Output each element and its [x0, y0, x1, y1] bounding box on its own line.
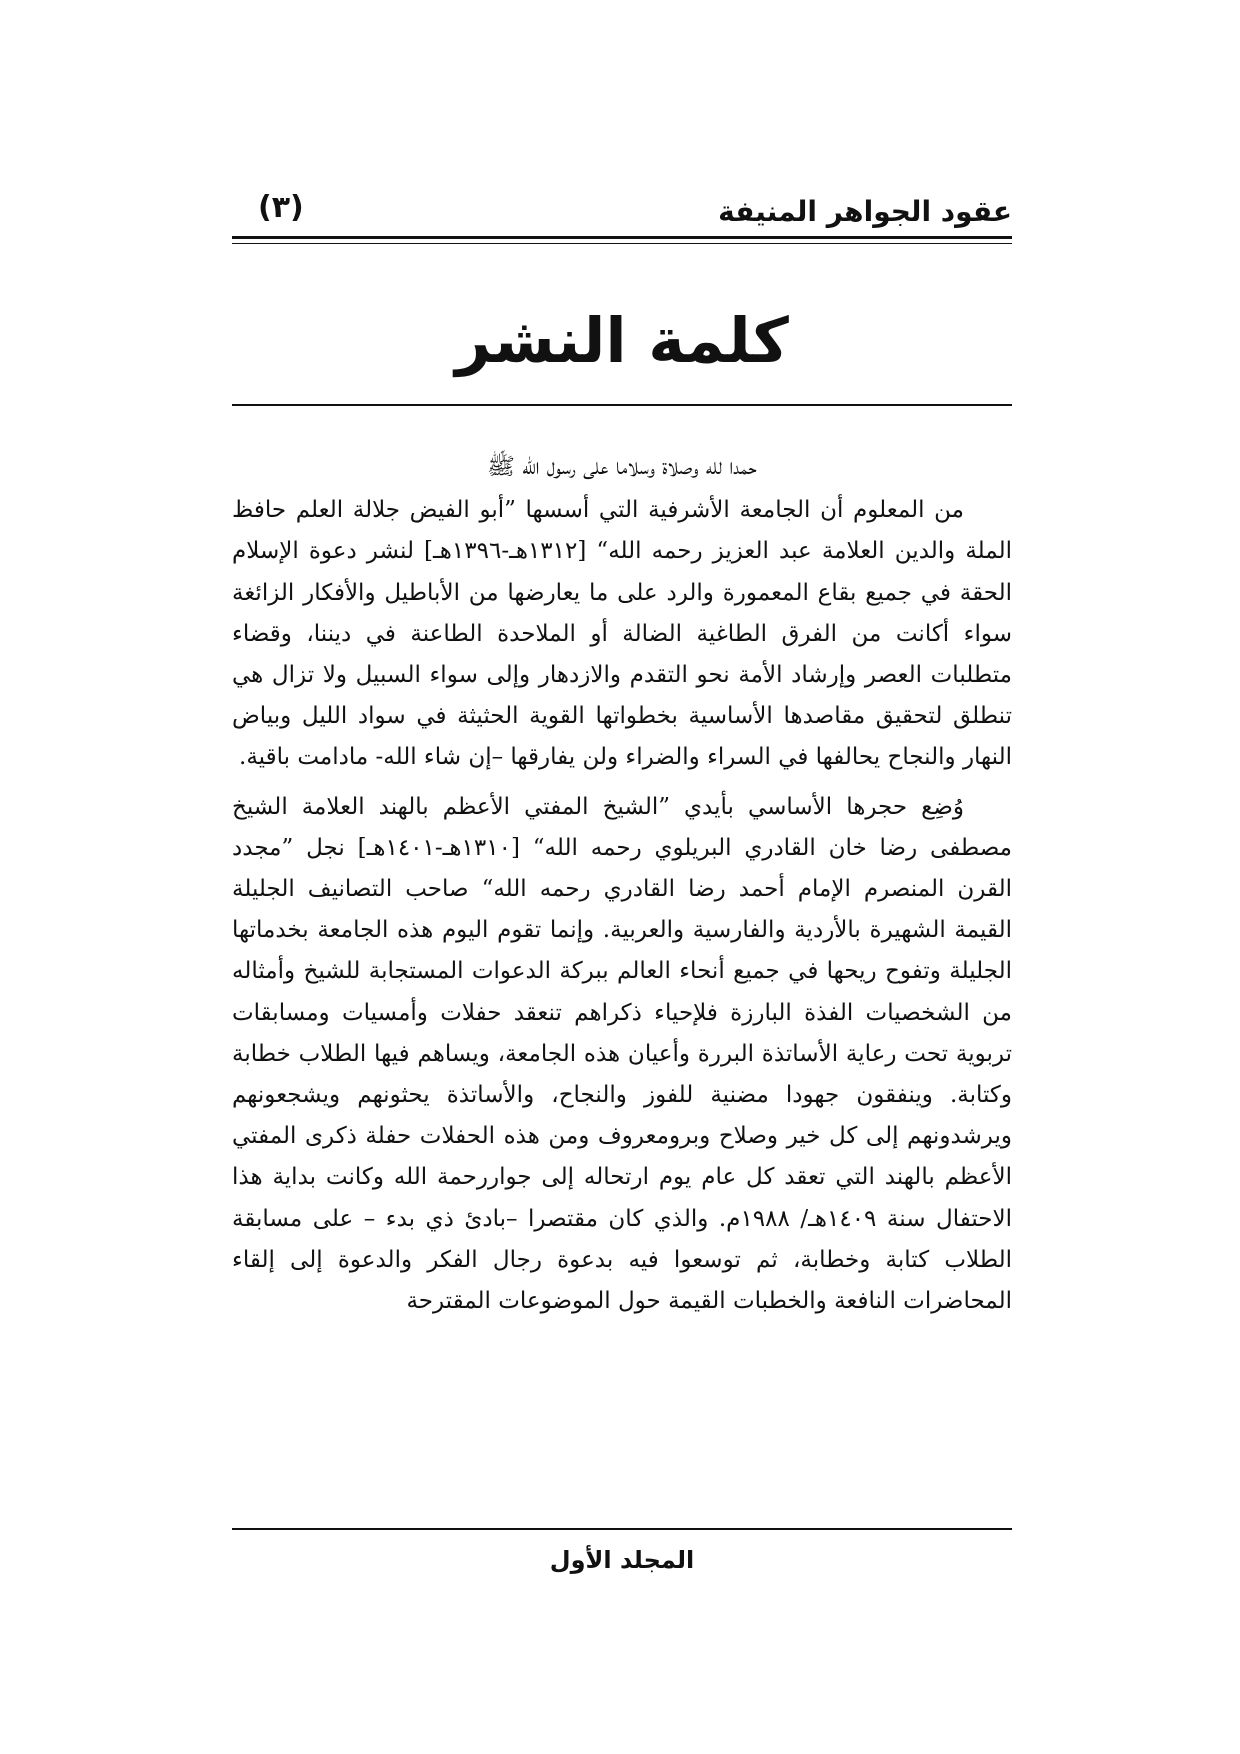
running-header — [232, 188, 1012, 238]
title-rule — [232, 404, 1012, 406]
body-text — [232, 447, 1012, 1322]
volume-label: المجلد الأول — [549, 1546, 695, 1574]
opening-line: حمدا لله وصلاة وسلاما على رسول الله ﷺ — [487, 454, 757, 480]
book-title: عقود الجواهر المنيفة — [718, 195, 1012, 228]
header-rule-thin — [232, 243, 1012, 244]
section-title: كلمة النشر — [455, 304, 789, 377]
page-number: (٣) — [258, 190, 304, 225]
footer-rule — [232, 1528, 1012, 1530]
header-rule — [232, 236, 1012, 239]
paragraph-2: وُضِع حجرها الأساسي بأيدي ”الشيخ المفتي الأعظم بالهند العلامة الشيخ مصطفى رضا خان القادري البريلوي رحمه الله“ [١٣١٠هـ-١٤٠١هـ] نجل ”مجدد القرن المنصرم الإمام أحمد رضا القادري رحمه الله“ صاحب التصانيف الجليلة القيمة الشهيرة بالأردية والفارسية والعربية. وإنما تقوم اليوم هذه الجامعة بخدماتها الجليلة وتفوح ريحها في جميع أنحاء العالم ببركة الدعوات المستجابة للشيخ وأمثاله من الشخصيات الفذة البارزة فلإحياء ذكراهم تنعقد حفلات وأمسيات ومسابقات تربوية تحت رعاية الأساتذة البررة وأعيان هذه الجامعة، ويساهم فيها الطلاب خطابة وكتابة. وينفقون جهودا مضنية للفوز والنجاح، والأساتذة يحثونهم ويشجعونهم ويرشدونهم إلى كل خير وصلاح وبرومعروف ومن هذه الحفلات حفلة ذكرى المفتي الأعظم بالهند التي تعقد كل عام يوم ارتحاله إلى جواررحمة الله وكانت بداية هذا الاحتفال سنة ١٤٠٩هـ/ ١٩٨٨م. والذي كان مقتصرا –بادئ ذي بدء – على مسابقة الطلاب كتابة وخطابة، ثم توسعوا فيه بدعوة رجال الفكر والدعوة إلى إلقاء المحاضرات النافعة والخطبات القيمة حول الموضوعات المقترحة — [232, 793, 1013, 1315]
paragraph-1: من المعلوم أن الجامعة الأشرفية التي أسسها ”أبو الفيض جلالة العلم حافظ الملة والدين العلامة عبد العزيز رحمه الله“ [١٣١٢هـ-١٣٩٦هـ] لنشر دعوة الإسلام الحقة في جميع بقاع المعمورة والرد على ما يعارضها من الأباطيل والأفكار الزائغة سواء أكانت من الفرق الطاغية الضالة أو الملاحدة الطاعنة في ديننا، وقضاء متطلبات العصر وإرشاد الأمة نحو التقدم والازدهار وإلى سواء السبيل ولا تزال هي تنطلق لتحقيق مقاصدها الأساسية بخطواتها القوية الحثيثة في سواد الليل وبياض النهار والنجاح يحالفها في السراء والضراء ولن يفارقها –إن شاء الله- مادامت باقية. — [232, 497, 1012, 771]
